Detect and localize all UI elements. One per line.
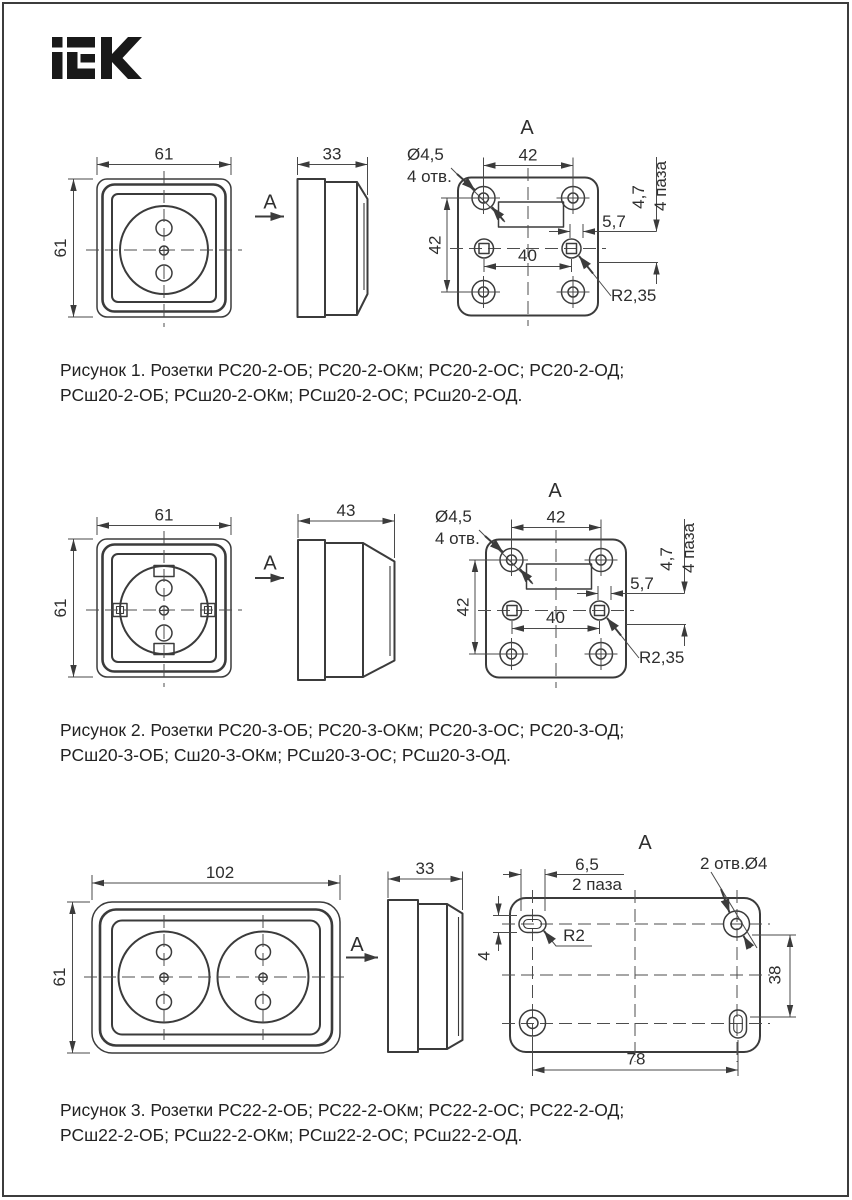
fig3-holes-note: 2 отв.Ø4 (700, 854, 768, 873)
figure-2-caption-line2: РСш20-3-ОБ; Сш20-3-ОКм; РСш20-3-ОС; РСш20-3-ОД. (60, 745, 511, 765)
fig1-slots-note: 4 паза (651, 161, 670, 211)
fig1-dim-terminals: 40 (518, 246, 537, 265)
fig1-dim-width: 61 (154, 144, 174, 164)
fig1-holes-count: 4 отв. (407, 167, 452, 186)
fig3-back-view (475, 832, 797, 1076)
fig1-back-view-label: А (520, 120, 534, 139)
fig3-dim-slot-width: 4 (474, 951, 494, 961)
figure-3-caption-line2: РСш22-2-ОБ; РСш22-2-ОКм; РСш22-2-ОС; РСш22-2-ОД. (60, 1125, 523, 1145)
figure-2-drawing (0, 478, 852, 723)
fig2-dim-depth: 43 (336, 501, 356, 520)
fig1-dim-span-side: 42 (425, 235, 445, 255)
fig1-view-direction (255, 192, 284, 217)
figure-1-caption-line2: РСш20-2-ОБ; РСш20-2-ОКм; РСш20-2-ОС; РСш20-2-ОД. (60, 385, 523, 405)
fig2-dim-width: 61 (154, 505, 174, 525)
fig3-view-arrow-label: А (350, 934, 364, 956)
figure-2-caption (60, 718, 624, 768)
fig1-dim-slot-offset: 5,7 (602, 212, 626, 231)
fig3-slots-note: 2 паза (572, 875, 622, 894)
figure-3-caption-line1: Рисунок 3. Розетки РС22-2-ОБ; РС22-2-ОКм; РС22-2-ОС; РС22-2-ОД; (60, 1100, 625, 1120)
fig2-holes-count: 4 отв. (435, 529, 480, 548)
fig3-back-view-label: А (638, 832, 652, 854)
fig2-dim-height: 61 (51, 598, 70, 618)
fig2-back-view-label: А (548, 480, 562, 502)
fig2-dim-terminals: 40 (546, 608, 565, 627)
fig2-view-arrow-label: А (263, 552, 277, 575)
fig1-view-arrow-label: А (263, 191, 277, 214)
fig3-side-view (388, 859, 463, 1052)
fig3-dim-width: 102 (205, 863, 235, 882)
fig2-dim-span-top: 42 (546, 507, 566, 527)
figure-3-drawing (0, 815, 852, 1100)
figure-1-caption (60, 358, 624, 408)
fig3-dim-span-bottom: 78 (626, 1049, 646, 1069)
fig1-front-view (51, 145, 242, 328)
fig3-view-direction (346, 934, 378, 958)
fig1-back-view (407, 120, 670, 326)
fig2-front-view (51, 506, 242, 688)
fig2-slots-note: 4 паза (679, 523, 698, 573)
figure-1-caption-line1: Рисунок 1. Розетки РС20-2-ОБ; РС20-2-ОКм; РС20-2-ОС; РС20-2-ОД; (60, 360, 625, 380)
fig1-dim-radius: R2,35 (611, 286, 657, 305)
fig3-dim-span-side: 38 (765, 965, 785, 985)
fig1-dim-slot-width: 4,7 (629, 185, 648, 209)
fig1-side-view (298, 145, 368, 318)
figure-1-drawing (0, 120, 852, 370)
fig2-holes-dia: Ø4,5 (435, 507, 472, 526)
fig2-dim-slot-offset: 5,7 (630, 574, 654, 593)
figure-3-caption (60, 1098, 624, 1148)
fig3-dim-height: 61 (50, 967, 69, 987)
fig3-dim-radius: R2 (563, 926, 585, 945)
fig1-dim-depth: 33 (322, 144, 342, 164)
fig2-view-direction (255, 553, 284, 579)
fig2-dim-radius: R2,35 (639, 648, 685, 667)
fig2-dim-span-side: 42 (453, 597, 473, 617)
figure-2-caption-line1: Рисунок 2. Розетки РС20-3-ОБ; РС20-3-ОКм; РС20-3-ОС; РС20-3-ОД; (60, 720, 625, 740)
fig2-dim-slot-width: 4,7 (657, 547, 676, 571)
fig3-dim-depth: 33 (415, 859, 435, 878)
fig1-dim-span-top: 42 (518, 145, 538, 165)
fig1-dim-height: 61 (51, 238, 70, 258)
fig1-holes-dia: Ø4,5 (407, 145, 444, 164)
iek-logo (52, 37, 142, 79)
fig2-side-view (298, 501, 395, 680)
fig3-front-view (50, 863, 348, 1053)
fig2-back-view (435, 480, 698, 688)
fig3-dim-slot-len: 6,5 (575, 855, 599, 874)
